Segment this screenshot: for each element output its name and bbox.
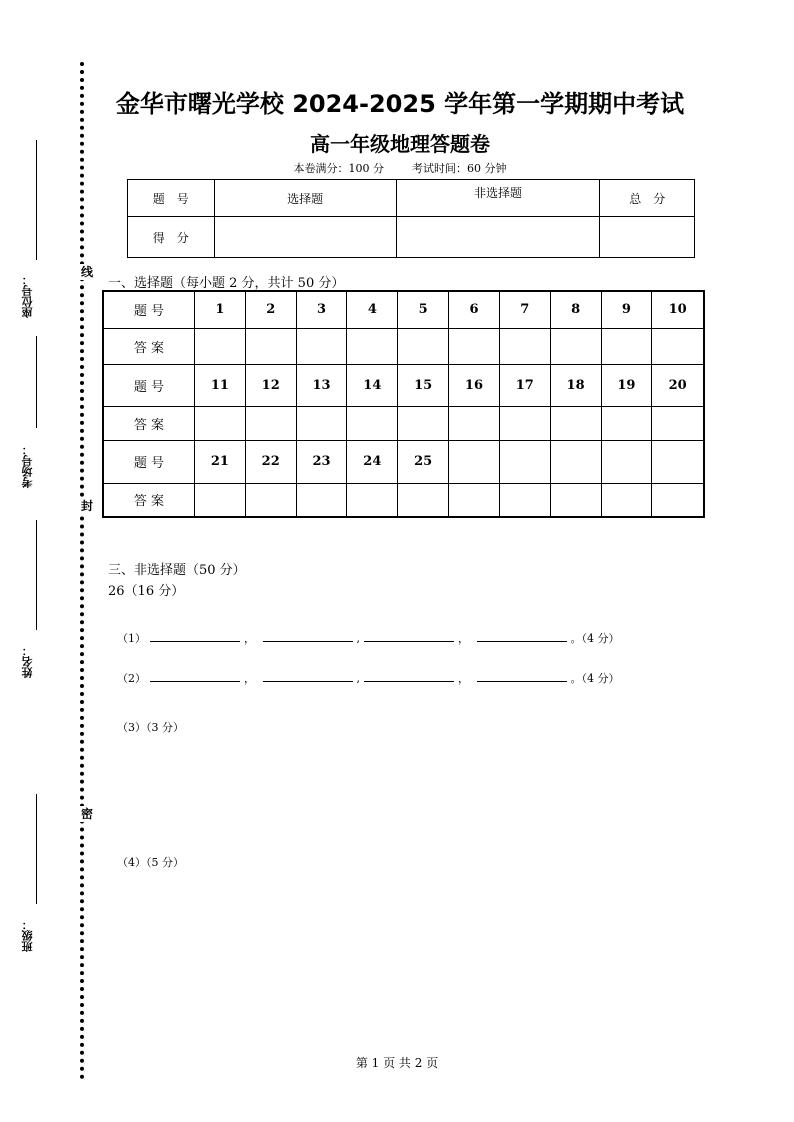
question-number: 22 (245, 440, 296, 483)
room-line[interactable] (36, 336, 37, 428)
seal-dotted-line (80, 62, 84, 1080)
answer-blank[interactable] (263, 631, 353, 642)
answer-cell[interactable] (449, 406, 500, 440)
exam-meta (100, 160, 700, 176)
answer-cell[interactable] (347, 328, 398, 364)
class-label: 班级： (21, 919, 34, 952)
num-label: 题 号 (103, 364, 195, 406)
answer-cell[interactable] (245, 328, 296, 364)
seat-label: 座位号： (21, 274, 34, 318)
score-cell-total[interactable] (600, 217, 695, 258)
question-number: 3 (296, 291, 347, 328)
question-number: 24 (347, 440, 398, 483)
question-number: 16 (449, 364, 500, 406)
question-number: 7 (499, 291, 550, 328)
score-header-num: 题 号 (128, 180, 215, 217)
part-1-score: 。（4 分） (570, 632, 620, 645)
answer-cell[interactable] (499, 328, 550, 364)
part-2-prefix: （2） (117, 672, 146, 685)
answer-cell[interactable] (398, 328, 449, 364)
answer-blank[interactable] (364, 631, 454, 642)
question-number (499, 440, 550, 483)
question-number: 20 (652, 364, 704, 406)
answer-cell[interactable] (245, 483, 296, 517)
question-number: 12 (245, 364, 296, 406)
answer-table (102, 290, 705, 518)
page-subtitle: 高一年级地理答题卷 (310, 132, 490, 156)
part-2-score: 。（4 分） (570, 672, 620, 685)
score-header-nonchoice: 非选择题 (396, 180, 600, 217)
seat-line[interactable] (36, 140, 37, 260)
answer-blank[interactable] (150, 631, 240, 642)
answer-cell[interactable] (449, 483, 500, 517)
section-nonchoice-heading: 三、非选择题（50 分） (108, 563, 246, 578)
question-number: 1 (195, 291, 246, 328)
answer-cell[interactable] (601, 406, 652, 440)
question-number: 19 (601, 364, 652, 406)
answer-cell[interactable] (195, 483, 246, 517)
seal-char-xian: 线 (80, 265, 93, 279)
page-title: 金华市曙光学校 2024-2025 学年第一学期期中考试 (115, 90, 685, 118)
num-label: 题 号 (103, 291, 195, 328)
seal-char-mi: 密 (80, 807, 93, 821)
section-choice-heading: 一、选择题（每小题 2 分，共计 50 分） (108, 276, 345, 291)
question-number (449, 440, 500, 483)
answer-label: 答 案 (103, 483, 195, 517)
question-number: 8 (550, 291, 601, 328)
question-number: 18 (550, 364, 601, 406)
question-number: 17 (499, 364, 550, 406)
question-26-part-3: （3）（3 分） (117, 721, 184, 734)
score-header-choice: 选择题 (214, 180, 396, 217)
answer-cell[interactable] (195, 406, 246, 440)
question-26-heading: 26（16 分） (108, 584, 185, 599)
answer-cell[interactable] (296, 406, 347, 440)
answer-cell[interactable] (550, 406, 601, 440)
question-26-part-2: （2） ， , ， 。（4 分） (117, 672, 620, 685)
question-number (601, 440, 652, 483)
question-number: 14 (347, 364, 398, 406)
question-number: 6 (449, 291, 500, 328)
answer-cell[interactable] (398, 406, 449, 440)
answer-cell[interactable] (652, 406, 704, 440)
answer-cell[interactable] (296, 483, 347, 517)
answer-cell[interactable] (449, 328, 500, 364)
score-cell-nonchoice[interactable] (396, 217, 600, 258)
question-number: 10 (652, 291, 704, 328)
answer-cell[interactable] (652, 328, 704, 364)
num-label: 题 号 (103, 440, 195, 483)
full-score: 本卷满分：100 分 (293, 162, 384, 175)
room-label: 考场号： (21, 444, 34, 488)
question-number: 23 (296, 440, 347, 483)
question-number: 9 (601, 291, 652, 328)
answer-cell[interactable] (652, 483, 704, 517)
answer-cell[interactable] (550, 328, 601, 364)
answer-cell[interactable] (499, 406, 550, 440)
answer-blank[interactable] (263, 671, 353, 682)
question-number: 2 (245, 291, 296, 328)
answer-cell[interactable] (245, 406, 296, 440)
seal-char-feng: 封 (80, 499, 93, 513)
answer-cell[interactable] (601, 483, 652, 517)
answer-blank[interactable] (477, 671, 567, 682)
answer-cell[interactable] (398, 483, 449, 517)
question-number (652, 440, 704, 483)
score-cell-choice[interactable] (214, 217, 396, 258)
question-number: 5 (398, 291, 449, 328)
answer-blank[interactable] (364, 671, 454, 682)
name-line[interactable] (36, 520, 37, 630)
score-header-total: 总 分 (600, 180, 695, 217)
answer-label: 答 案 (103, 328, 195, 364)
part-1-prefix: （1） (117, 632, 146, 645)
page-footer: 第 1 页 共 2 页 (355, 1056, 439, 1070)
answer-cell[interactable] (347, 483, 398, 517)
score-row-label: 得 分 (128, 217, 215, 258)
question-number: 21 (195, 440, 246, 483)
answer-cell[interactable] (296, 328, 347, 364)
answer-cell[interactable] (499, 483, 550, 517)
score-table (127, 179, 695, 258)
class-line[interactable] (36, 794, 37, 904)
answer-blank[interactable] (150, 671, 240, 682)
name-label: 姓名： (21, 645, 34, 678)
answer-blank[interactable] (477, 631, 567, 642)
question-number (550, 440, 601, 483)
answer-cell[interactable] (347, 406, 398, 440)
question-number: 11 (195, 364, 246, 406)
answer-label: 答 案 (103, 406, 195, 440)
question-number: 13 (296, 364, 347, 406)
question-26-part-1: （1） ， , ， 。（4 分） (117, 632, 620, 645)
question-number: 4 (347, 291, 398, 328)
question-number: 25 (398, 440, 449, 483)
exam-time: 考试时间：60 分钟 (411, 162, 507, 175)
answer-cell[interactable] (601, 328, 652, 364)
answer-cell[interactable] (550, 483, 601, 517)
answer-cell[interactable] (195, 328, 246, 364)
question-26-part-4: （4）（5 分） (117, 856, 184, 869)
question-number: 15 (398, 364, 449, 406)
